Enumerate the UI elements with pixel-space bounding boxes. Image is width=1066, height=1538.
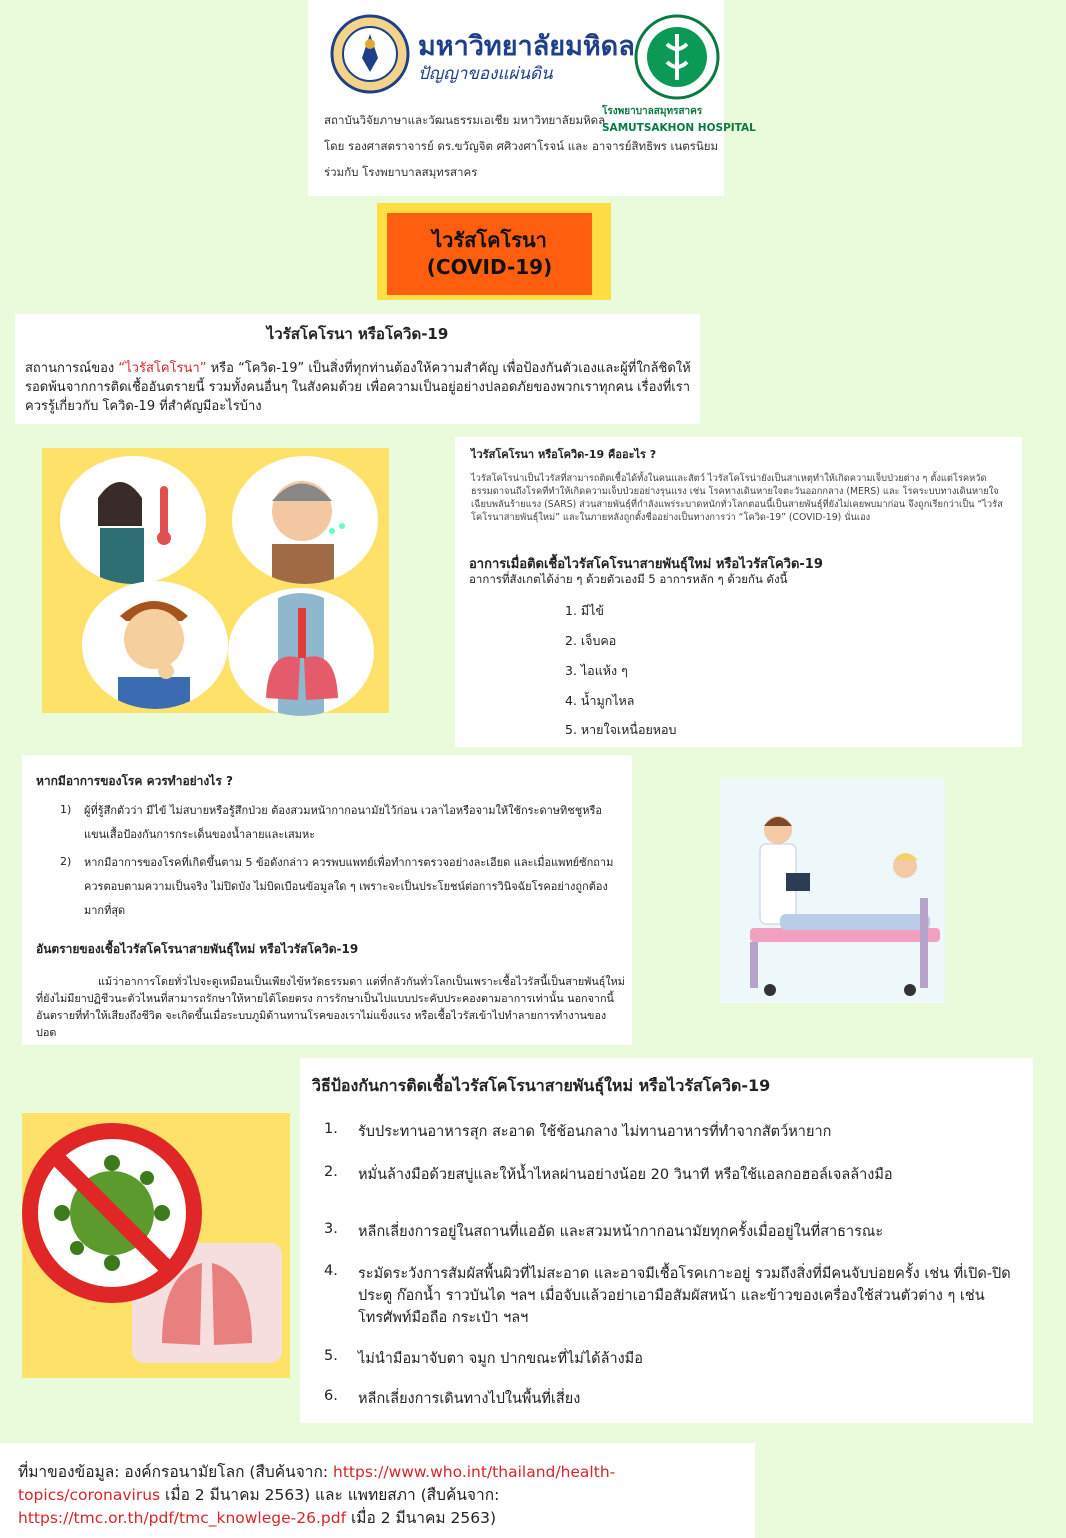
action-text: หากมีอาการของโรคที่เกิดขึ้นตาม 5 ข้อดังกล่าว ควรพบแพทย์เพื่อทำการตรวจอย่างละเอียด และเมื่อแพทย์ซักถามควรตอบตามความเป็นจริง ไม่ปิดบัง ไม่บิดเบือนข้อมูลใด ๆ เพราะจะเป็นประโยชน์ต่อการวินิจฉัยโรคอย่างถูกต้องมากที่สุด [84,856,614,917]
prevention-text: ไม่นำมือมาจับตา จมูก ปากขณะที่ไม่ได้ล้างมือ [358,1351,643,1367]
coughing-elder-icon [232,456,378,584]
authors-line: โดย รองศาสตราจารย์ ดร.ขวัญจิต ศศิวงศาโรจน์ และ อาจารย์สิทธิพร เนตรนิยม [324,139,719,153]
source-text: ที่มาของข้อมูล: องค์กรอนามัยโลก (สืบค้นจาก: https://www.who.int/thailand/health-topics/coronavirus เมื่อ 2 มีนาคม 2563) และ แพทยสภา (สืบค้นจาก: https://tmc.or.th/pdf/tmc_knowlege-26.pdf เมื่อ 2 มีนาคม 2563) [18,1463,616,1527]
university-name: มหาวิทยาลัยมหิดล [418,31,635,62]
intro-section [15,314,700,424]
symptom-item: 1. มีไข้ [565,603,604,618]
action-text: ผู้ที่รู้สึกตัวว่า มีไข้ ไม่สบายหรือรู้สึกป่วย ต้องสวมหน้ากากอนามัยไว้ก่อน เวลาไอหรือจามให้ใช้กระดาษทิชชูหรือแขนเสื้อป้องกันการกระเด็นของน้ำลายและเสมหะ [84,804,602,841]
prevention-heading: วิธีป้องกันการติดเชื้อไวรัสโคโรนาสายพันธุ์ใหม่ หรือไวรัสโควิด-19 [312,1076,771,1095]
hospital-name-english: SAMUTSAKHON HOSPITAL [602,122,756,134]
symptom-item: 5. หายใจเหนื่อยหอบ [565,722,677,737]
prevention-number: 4. [324,1263,338,1279]
doctor-patient-illustration [720,778,945,1003]
tmc-source-link[interactable]: https://tmc.or.th/pdf/tmc_knowlege-26.pdf [18,1509,347,1527]
source-footer [0,1443,755,1538]
what-is-body: ไวรัสโคโรน่าเป็นไวรัสที่สามารถติดเชื้อได้ทั้งในคนและสัตว์ ไวรัสโคโรน่ายังเป็นสาเหตุทำให้เกิดความเจ็บป่วยต่าง ๆ ตั้งแต่โรคหวัดธรรมดาจนถึงโรคที่ทำให้เกิดความเจ็บป่วยอย่างรุนแรง เช่น โรคทางเดินหายใจตะวันออกกลาง (MERS) และ โรคระบบทางเดินหายใจเฉียบพลันร้ายแรง (SARS) ส่วนสายพันธุ์ที่กำลังแพร่ระบาดหนักทั่วโลกตอนนี้เป็นสายพันธุ์ที่ยังไม่เคยพบมาก่อน จึงถูกเรียกว่าเป็น “ไวรัสโคโรนาสายพันธุ์ใหม่” และในภายหลังถูกตั้งชื่ออย่างเป็นทางการว่า “โควิด-19” (COVID-19) นั่นเอง [471,473,1003,523]
who-source-link[interactable]: https://www.who.int/thailand/health-topics/coronavirus [18,1463,616,1504]
symptoms-illustration [42,448,389,713]
prevention-number: 5. [324,1348,338,1364]
symptom-item: 3. ไอแห้ง ๆ [565,663,628,678]
symptom-item: 4. น้ำมูกไหล [565,693,635,708]
prevention-text: หมั่นล้างมือด้วยสบู่และให้น้ำไหลผ่านอย่างน้อย 20 วินาที หรือใช้แอลกอฮอล์เจลล้างมือ [358,1167,893,1183]
prevention-number: 3. [324,1221,338,1237]
ministry-public-health-seal-icon [634,14,720,100]
prevention-text: หลีกเลี่ยงการเดินทางไปในพื้นที่เสี่ยง [358,1391,581,1407]
intro-heading: ไวรัสโคโรนา หรือโควิด-19 [266,325,449,343]
mahidol-seal-icon [330,14,410,94]
what-to-do-heading: หากมีอาการของโรค ควรทำอย่างไร ? [36,774,233,788]
title-line-1: ไวรัสโคโรนา [432,228,547,252]
title-badge [377,203,611,300]
what-is-covid-section [455,437,1022,747]
action-number: 2) [60,855,72,868]
prevention-text: ระมัดระวังการสัมผัสพื้นผิวที่ไม่สะอาด และอาจมีเชื้อโรคเกาะอยู่ รวมถึงสิ่งที่มีคนจับบ่อยครั้ง เช่น ที่เปิด-ปิดประตู ก๊อกน้ำ ราวบันได ฯลฯ เมื่อจับแล้วอย่าเอามือสัมผัสหน้า และข้าวของเครื่องใช้ส่วนตัวต่าง ๆ เช่น โทรศัพท์มือถือ กระเป๋า ฯลฯ [358,1266,1011,1326]
prevention-number: 1. [324,1121,338,1137]
header-logos [308,0,756,196]
prevention-illustration [22,1113,290,1378]
symptom-item: 2. เจ็บคอ [565,633,617,648]
title-line-2: (COVID-19) [426,255,553,279]
symptoms-intro: อาการที่สังเกตได้ง่าย ๆ ด้วยตัวเองมี 5 อาการหลัก ๆ ด้วยกัน ดังนี้ [469,572,788,586]
symptoms-heading: อาการเมื่อติดเชื้อไวรัสโคโรนาสายพันธุ์ใหม่ หรือไวรัสโควิด-19 [469,557,823,572]
university-tagline: ปัญญาของแผ่นดิน [418,64,553,84]
institute-line: สถาบันวิจัยภาษาและวัฒนธรรมเอเชีย มหาวิทยาลัยมหิดล [324,113,606,127]
hospital-name-thai: โรงพยาบาลสมุทรสาคร [602,106,703,117]
what-is-heading: ไวรัสโคโรนา หรือโควิด-19 คืออะไร ? [471,448,657,461]
sore-throat-person-icon [82,581,228,709]
prevention-text: หลีกเลี่ยงการอยู่ในสถานที่แออัด และสวมหน้ากากอนามัยทุกครั้งเมื่ออยู่ในที่สาธารณะ [358,1224,884,1240]
danger-heading: อันตรายของเชื้อไวรัสโคโรนาสายพันธุ์ใหม่ หรือไวรัสโควิด-19 [36,942,359,956]
danger-body: แม้ว่าอาการโดยทั่วไปจะดูเหมือนเป็นเพียงไข้หวัดธรรมดา แต่ที่กลัวกันทั่วโลกเป็นเพราะเชื้อไวรัสนี้เป็นสายพันธุ์ใหม่ที่ยังไม่มียาปฏิชีวนะตัวไหนที่สามารถรักษาให้หายได้โดยตรง การรักษาเป็นไปแบบประคับประคองตามอาการเท่านั้น นอกจากนี้ อันตรายที่ทำให้เสียงถึงชีวิต จะเกิดขึ้นเมื่อระบบภูมิต้านทานโรคของเราไม่แข็งแรง หรือเชื้อไวรัสเข้าไปทำลายการทำงานของปอด [36,975,625,1039]
what-to-do-section [22,755,632,1045]
partner-line: ร่วมกับ โรงพยาบาลสมุทรสาคร [324,165,478,179]
prevention-number: 2. [324,1164,338,1180]
prevention-section [300,1058,1033,1423]
fever-person-icon [60,456,206,584]
prevention-text: รับประทานอาหารสุก สะอาด ใช้ช้อนกลาง ไม่ทานอาหารที่ทำจากสัตว์หายาก [358,1124,832,1140]
intro-paragraph: สถานการณ์ของ “ไวรัสโคโรนา” หรือ “โควิด-19” เป็นสิ่งที่ทุกท่านต้องให้ความสำคัญ เพื่อป้องกันตัวเองและผู้ที่ใกล้ชิดให้รอดพ้นจากการติดเชื้ออันตรายนี้ รวมทั้งคนอื่นๆ ในสังคมด้วย เพื่อความเป็นอยู่อย่างปลอดภัยของพวกเราทุกคน เรื่องที่เราควรรู้เกี่ยวกับ โควิด-19 ที่สำคัญมีอะไรบ้าง [25,361,691,414]
prevention-number: 6. [324,1388,338,1404]
lungs-icon [228,588,374,716]
action-number: 1) [60,803,72,816]
